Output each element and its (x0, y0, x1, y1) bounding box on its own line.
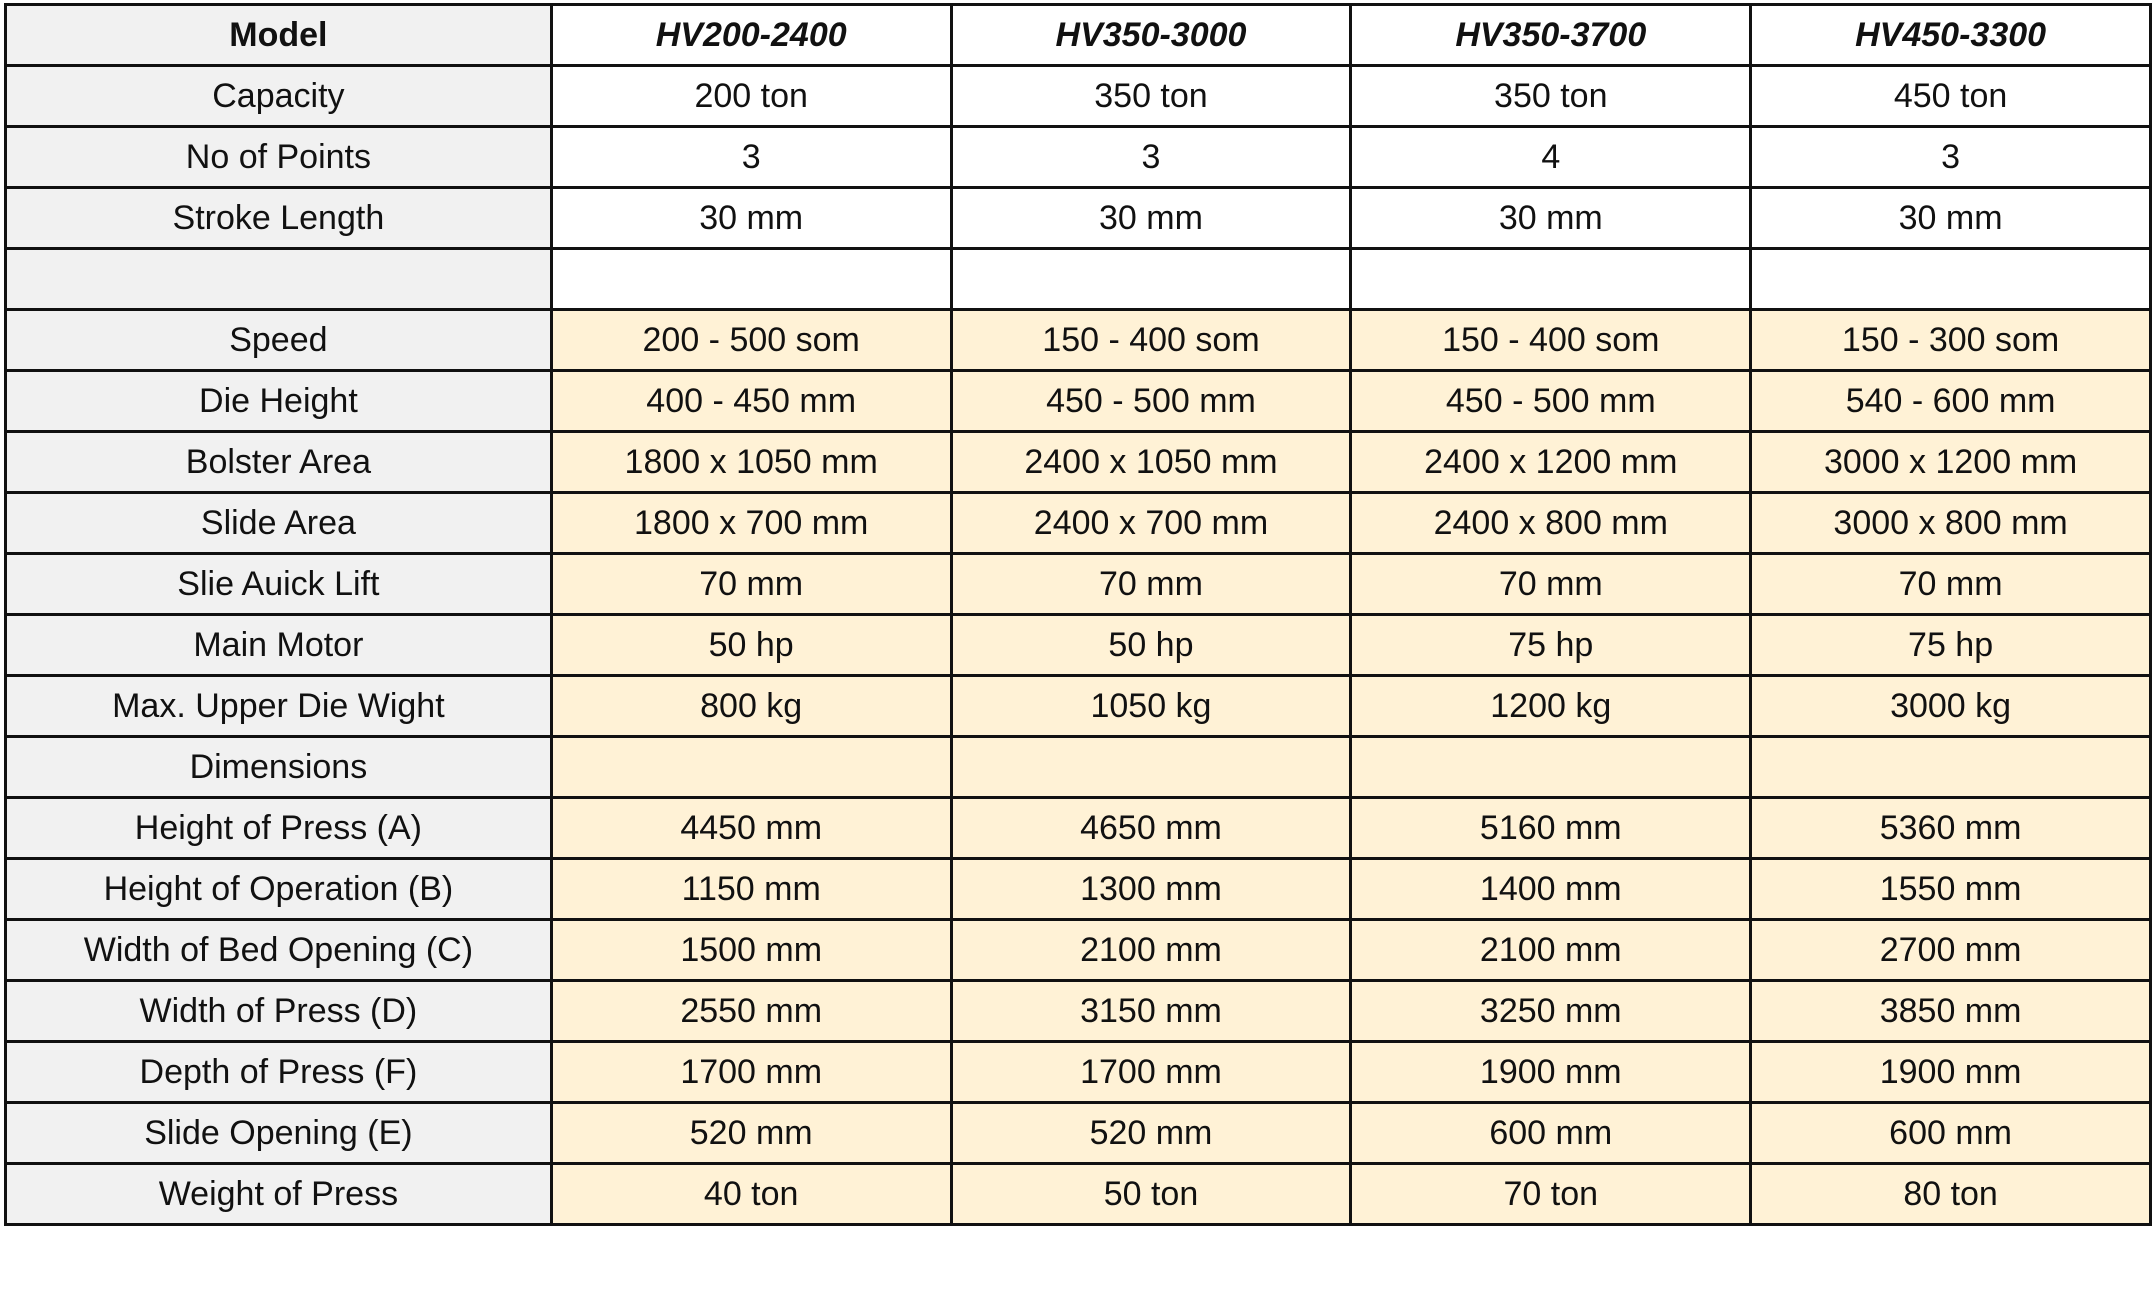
header-label-cell: Model (6, 5, 552, 66)
value-cell: 450 - 500 mm (951, 371, 1351, 432)
value-cell: 450 - 500 mm (1351, 371, 1751, 432)
value-cell: 50 ton (951, 1164, 1351, 1225)
value-cell: 5160 mm (1351, 798, 1751, 859)
specifications-table-body (6, 5, 2151, 1225)
table-row (6, 859, 2151, 920)
table-row (6, 798, 2151, 859)
value-cell: 2100 mm (951, 920, 1351, 981)
value-cell (1351, 249, 1751, 310)
value-cell: 3000 x 800 mm (1751, 493, 2151, 554)
table-row (6, 1164, 2151, 1225)
table-row (6, 1103, 2151, 1164)
value-cell: 70 mm (551, 554, 951, 615)
table-row (6, 432, 2151, 493)
table-row (6, 676, 2151, 737)
model-header-cell: HV450-3300 (1751, 5, 2151, 66)
value-cell: 540 - 600 mm (1751, 371, 2151, 432)
row-label-cell: Capacity (6, 66, 552, 127)
value-cell: 1900 mm (1351, 1042, 1751, 1103)
value-cell: 1500 mm (551, 920, 951, 981)
row-label-cell: Width of Press (D) (6, 981, 552, 1042)
table-row (6, 554, 2151, 615)
table-row (6, 493, 2151, 554)
value-cell: 1900 mm (1751, 1042, 2151, 1103)
row-label-cell: Dimensions (6, 737, 552, 798)
row-label-cell: No of Points (6, 127, 552, 188)
value-cell: 3850 mm (1751, 981, 2151, 1042)
value-cell: 30 mm (1351, 188, 1751, 249)
row-label-cell: Main Motor (6, 615, 552, 676)
value-cell (951, 737, 1351, 798)
value-cell: 1800 x 1050 mm (551, 432, 951, 493)
value-cell: 520 mm (951, 1103, 1351, 1164)
value-cell (551, 249, 951, 310)
table-row (6, 981, 2151, 1042)
value-cell (951, 249, 1351, 310)
value-cell: 2400 x 800 mm (1351, 493, 1751, 554)
row-label-cell: Width of Bed Opening (C) (6, 920, 552, 981)
value-cell: 150 - 400 som (951, 310, 1351, 371)
row-label-cell: Height of Press (A) (6, 798, 552, 859)
table-row (6, 615, 2151, 676)
value-cell: 3000 x 1200 mm (1751, 432, 2151, 493)
value-cell: 200 - 500 som (551, 310, 951, 371)
value-cell: 450 ton (1751, 66, 2151, 127)
value-cell: 1550 mm (1751, 859, 2151, 920)
value-cell: 30 mm (1751, 188, 2151, 249)
row-label-cell: Die Height (6, 371, 552, 432)
value-cell (1351, 737, 1751, 798)
table-header-row (6, 5, 2151, 66)
value-cell: 1700 mm (951, 1042, 1351, 1103)
row-label-cell: Slie Auick Lift (6, 554, 552, 615)
row-label-cell: Bolster Area (6, 432, 552, 493)
table-row (6, 127, 2151, 188)
value-cell: 40 ton (551, 1164, 951, 1225)
table-row (6, 920, 2151, 981)
value-cell: 1150 mm (551, 859, 951, 920)
row-label-cell: Depth of Press (F) (6, 1042, 552, 1103)
value-cell: 70 ton (1351, 1164, 1751, 1225)
value-cell: 2400 x 1200 mm (1351, 432, 1751, 493)
row-label-cell: Speed (6, 310, 552, 371)
value-cell: 50 hp (551, 615, 951, 676)
value-cell: 350 ton (1351, 66, 1751, 127)
value-cell: 800 kg (551, 676, 951, 737)
value-cell: 75 hp (1751, 615, 2151, 676)
value-cell (551, 737, 951, 798)
value-cell: 50 hp (951, 615, 1351, 676)
value-cell: 1050 kg (951, 676, 1351, 737)
value-cell: 150 - 300 som (1751, 310, 2151, 371)
value-cell: 70 mm (1751, 554, 2151, 615)
value-cell: 3000 kg (1751, 676, 2151, 737)
row-label-cell (6, 249, 552, 310)
table-row (6, 310, 2151, 371)
row-label-cell: Stroke Length (6, 188, 552, 249)
value-cell: 4450 mm (551, 798, 951, 859)
value-cell (1751, 737, 2151, 798)
value-cell: 1200 kg (1351, 676, 1751, 737)
value-cell: 600 mm (1751, 1103, 2151, 1164)
row-label-cell: Height of Operation (B) (6, 859, 552, 920)
value-cell: 3 (1751, 127, 2151, 188)
value-cell: 4 (1351, 127, 1751, 188)
value-cell (1751, 249, 2151, 310)
value-cell: 2400 x 700 mm (951, 493, 1351, 554)
value-cell: 75 hp (1351, 615, 1751, 676)
value-cell: 3150 mm (951, 981, 1351, 1042)
value-cell: 4650 mm (951, 798, 1351, 859)
value-cell: 80 ton (1751, 1164, 2151, 1225)
model-header-cell: HV200-2400 (551, 5, 951, 66)
value-cell: 150 - 400 som (1351, 310, 1751, 371)
value-cell: 2700 mm (1751, 920, 2151, 981)
value-cell: 3 (951, 127, 1351, 188)
row-label-cell: Max. Upper Die Wight (6, 676, 552, 737)
model-header-cell: HV350-3000 (951, 5, 1351, 66)
value-cell: 1400 mm (1351, 859, 1751, 920)
row-label-cell: Slide Opening (E) (6, 1103, 552, 1164)
value-cell: 520 mm (551, 1103, 951, 1164)
row-label-cell: Weight of Press (6, 1164, 552, 1225)
value-cell: 600 mm (1351, 1103, 1751, 1164)
value-cell: 30 mm (951, 188, 1351, 249)
value-cell: 3 (551, 127, 951, 188)
table-row (6, 737, 2151, 798)
value-cell: 1700 mm (551, 1042, 951, 1103)
value-cell: 30 mm (551, 188, 951, 249)
value-cell: 2100 mm (1351, 920, 1751, 981)
value-cell: 70 mm (1351, 554, 1751, 615)
spec-sheet (4, 3, 2152, 1226)
value-cell: 350 ton (951, 66, 1351, 127)
table-row (6, 371, 2151, 432)
value-cell: 200 ton (551, 66, 951, 127)
table-row (6, 66, 2151, 127)
value-cell: 2550 mm (551, 981, 951, 1042)
value-cell: 70 mm (951, 554, 1351, 615)
specifications-table (4, 3, 2152, 1226)
table-row (6, 249, 2151, 310)
value-cell: 3250 mm (1351, 981, 1751, 1042)
value-cell: 2400 x 1050 mm (951, 432, 1351, 493)
value-cell: 5360 mm (1751, 798, 2151, 859)
value-cell: 400 - 450 mm (551, 371, 951, 432)
model-header-cell: HV350-3700 (1351, 5, 1751, 66)
table-row (6, 188, 2151, 249)
value-cell: 1800 x 700 mm (551, 493, 951, 554)
value-cell: 1300 mm (951, 859, 1351, 920)
row-label-cell: Slide Area (6, 493, 552, 554)
table-row (6, 1042, 2151, 1103)
